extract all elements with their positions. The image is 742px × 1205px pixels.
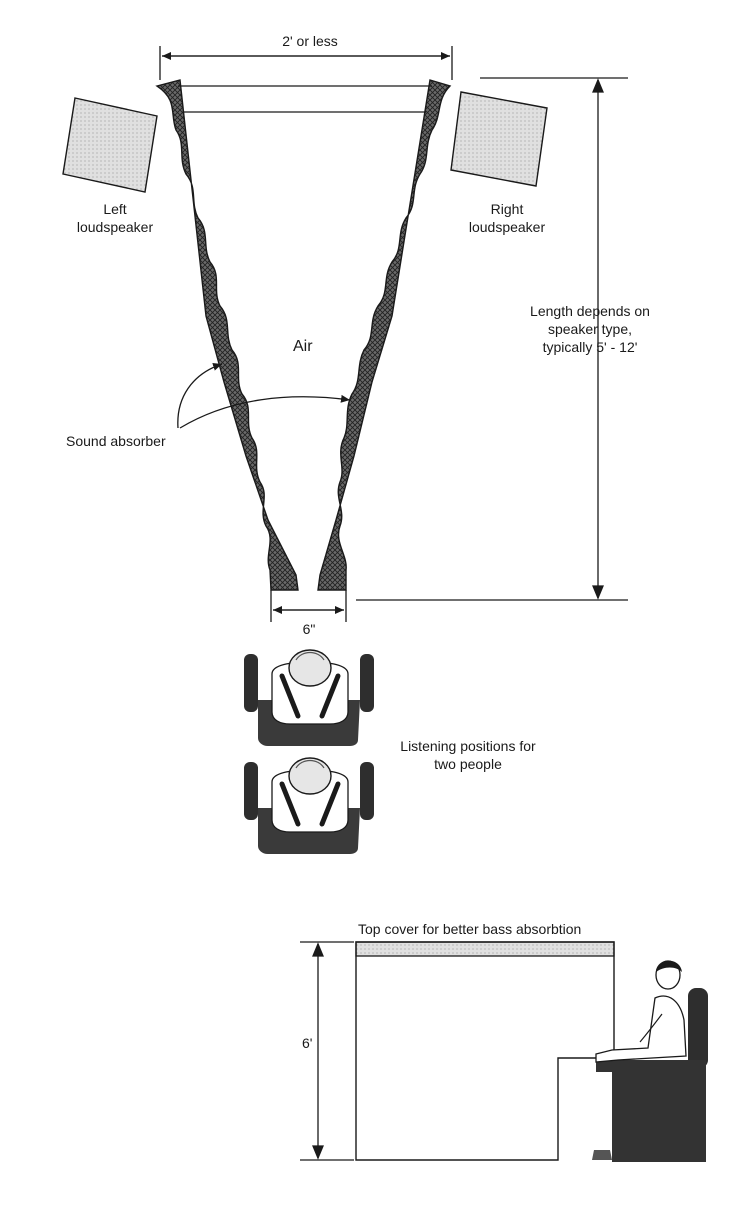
bottom-width-label: 6" [302,621,316,637]
air-label: Air [293,338,313,355]
right-absorber-wall [318,80,450,590]
left-speaker-icon [63,98,157,192]
left-absorber-wall [157,80,298,590]
top-cover-label: Top cover for better bass absorbtion [358,921,582,937]
top-width-dimension [160,46,452,80]
left-speaker-label: Left loudspeaker [76,201,154,235]
length-note-label: Length depends on speaker type, typically 5' - 12' [530,303,650,355]
seated-person-icon [592,961,708,1162]
bottom-width-dimension [271,590,346,622]
absorber-leaders [178,364,350,428]
top-rails [178,86,432,112]
right-speaker-icon [451,92,547,186]
height-label: 6' [302,1035,313,1051]
sound-absorber-label: Sound absorber [66,433,166,449]
top-width-label: 2' or less [282,33,338,49]
side-view-enclosure [356,942,614,1160]
right-speaker-label: Right loudspeaker [468,201,546,235]
listener-icon [244,650,374,746]
listener-icon [244,758,374,854]
listening-positions-label: Listening positions for two people [400,738,536,772]
